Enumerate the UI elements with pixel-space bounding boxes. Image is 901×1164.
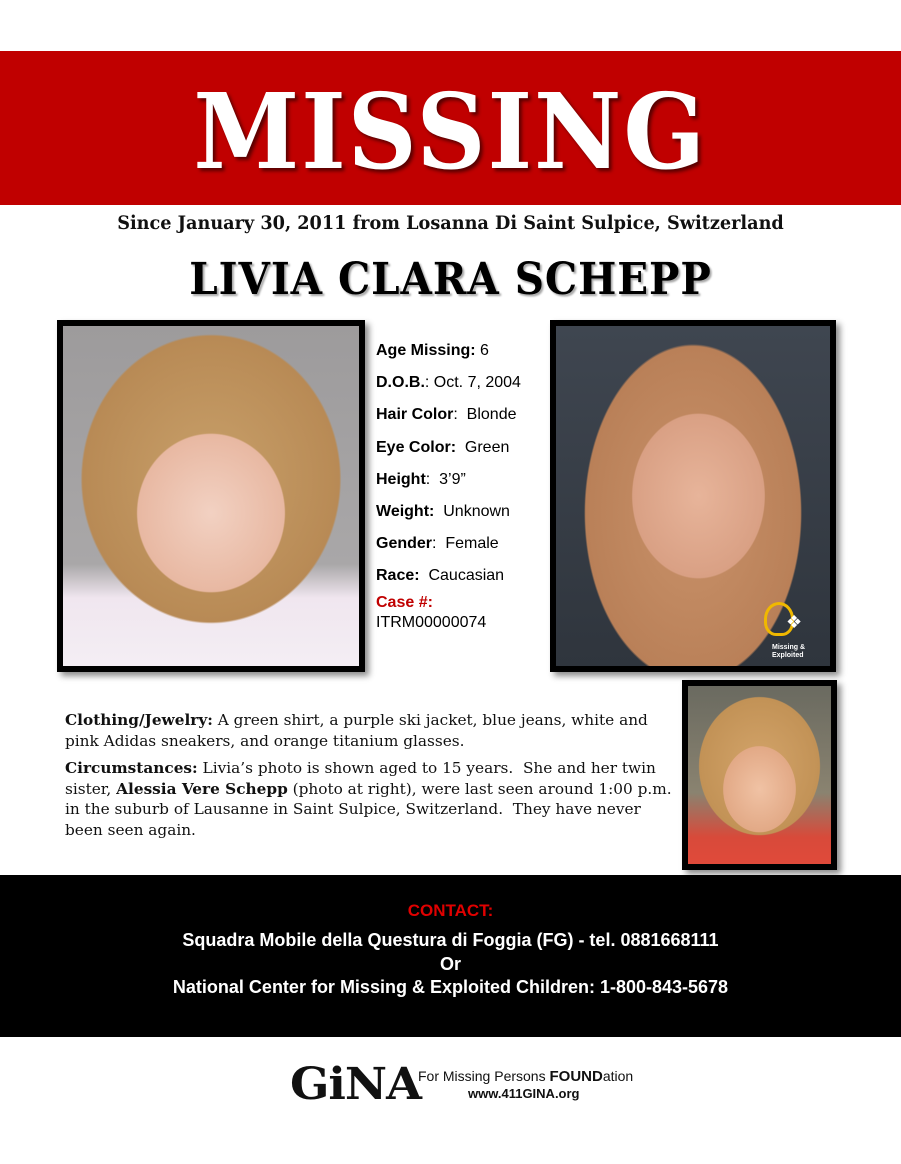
child-photo xyxy=(57,320,365,672)
missing-banner xyxy=(0,51,901,205)
gina-logo: GiNA xyxy=(290,1059,421,1110)
contact-or: Or xyxy=(439,953,461,974)
circumstances-paragraph: Circumstances: Livia’s photo is shown aged to 15 years. She and her twin sister, Alessia Vere Schepp (photo at right), were last seen around 1:00 p.m. in the suburb of Lausanne in Saint Sulpice, Switzerland. They have never been seen again. xyxy=(65,759,677,839)
stat-age-missing: Age Missing: 6 xyxy=(376,342,489,359)
case-number-label: Case #: xyxy=(376,593,433,611)
gina-url: www.411GINA.org xyxy=(468,1086,580,1101)
person-name: LIVIA CLARA SCHEPP xyxy=(189,254,712,305)
footer-logo xyxy=(290,1059,640,1110)
contact-section xyxy=(0,875,901,1037)
contact-line-police: Squadra Mobile della Questura di Foggia (FG) - tel. 0881668111 xyxy=(182,930,719,950)
watermark-logo-icon xyxy=(764,602,824,660)
contact-line-ncmec: National Center for Missing & Exploited Children: 1-800-843-5678 xyxy=(172,977,729,997)
stat-hair-color: Hair Color: Blonde xyxy=(376,406,517,424)
stats-list xyxy=(376,339,551,633)
gina-tagline: For Missing Persons FOUNDation xyxy=(418,1068,634,1085)
sister-photo xyxy=(682,680,837,870)
contact-title: CONTACT: xyxy=(407,901,494,920)
case-number-value: ITRM00000074 xyxy=(376,613,487,631)
description xyxy=(65,710,680,847)
banner-title: MISSING xyxy=(193,69,708,193)
missing-since-text: Since January 30, 2011 from Losanna Di Saint Sulpice, Switzerland xyxy=(117,212,784,234)
stat-race: Race: Caucasian xyxy=(376,567,505,585)
watermark-text: Missing & Exploited xyxy=(772,644,806,659)
stat-gender: Gender: Female xyxy=(376,535,499,553)
age-progressed-photo xyxy=(550,320,836,672)
children-figures-icon: ❖ xyxy=(786,612,803,632)
stat-weight: Weight: Unknown xyxy=(376,502,510,520)
clothing-paragraph: Clothing/Jewelry: A green shirt, a purple ski jacket, blue jeans, white and pink Adidas sneakers, and orange titanium glasses. xyxy=(65,711,653,750)
stat-height: Height: 3’9” xyxy=(376,470,466,488)
stat-dob: D.O.B.: Oct. 7, 2004 xyxy=(376,374,521,392)
stat-eye-color: Eye Color: Green xyxy=(376,438,510,456)
